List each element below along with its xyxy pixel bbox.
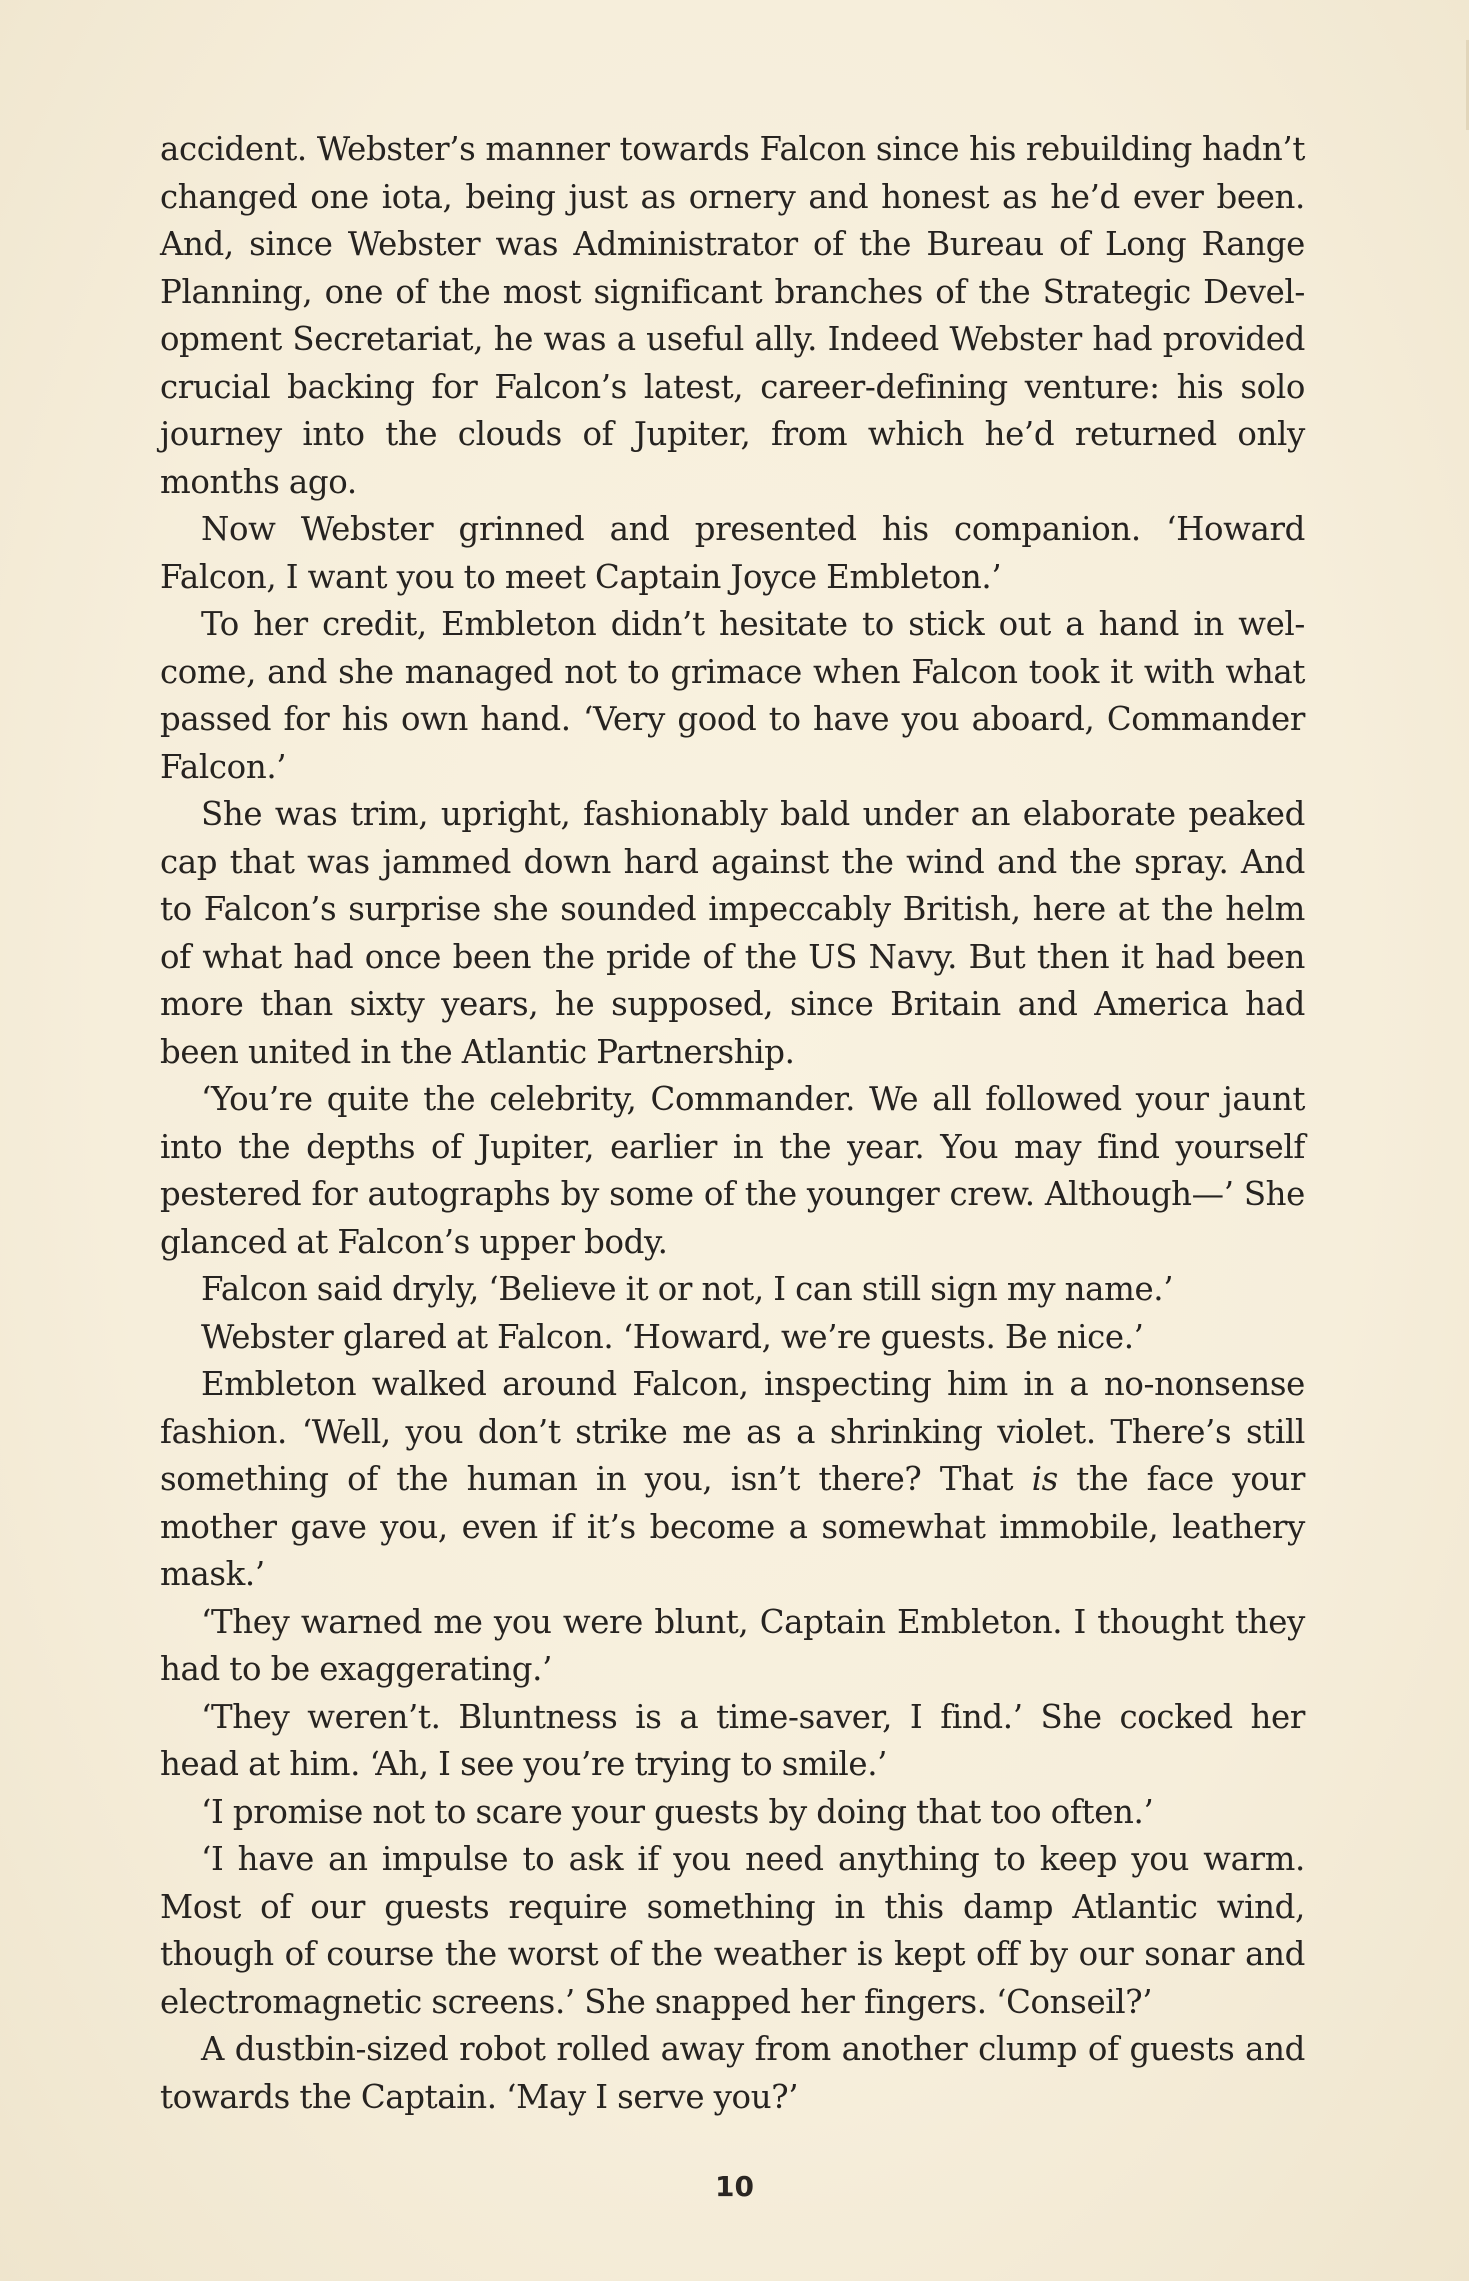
- paragraph-8-before: Embleton walked around Falcon, inspecting him in a no-nonsense fashion. ‘Well, you don’t strike me as a shrinking violet. There’s still something of the human in you, isn’t there? That: [160, 1365, 1305, 1498]
- page-number: 10: [715, 2170, 754, 2203]
- paragraph-5: ‘You’re quite the celebrity, Commander. We all followed your jaunt into the depths of Jupiter, earlier in the year. You may find yourself pestered for autographs by some of the younger crew. Although—’ She glanced at Falcon’s upper body.: [160, 1080, 1305, 1261]
- paragraph-11: ‘I promise not to scare your guests by doing that too often.’: [201, 1792, 1154, 1831]
- paragraph-4: She was trim, upright, fashionably bald under an elaborate peaked cap that was jammed down hard against the wind and the spray. And to Falcon’s surprise she sounded impeccably British, here at the helm of what had once been the pride of the US Navy. But then it had been more than sixty years, he supposed, since Britain and America had been united in the Atlantic Partnership.: [160, 795, 1305, 1071]
- paragraph-8-emphasis: is: [1031, 1460, 1058, 1498]
- paragraph-7: Webster glared at Falcon. ‘Howard, we’re guests. Be nice.’: [201, 1317, 1144, 1356]
- paragraph-8-after: the face your mother gave you, even if it’s become a somewhat immobile, leathery mask.’: [160, 1460, 1305, 1593]
- paragraph-10: ‘They weren’t. Bluntness is a time-saver, I find.’ She cocked her head at him. ‘Ah, I see you’re trying to smile.’: [160, 1697, 1305, 1783]
- paragraph-12: ‘I have an impulse to ask if you need anything to keep you warm. Most of our guests require something in this damp Atlantic wind, though of course the worst of the weather is kept off by our sonar and electromagnetic screens.’ She snapped her fingers. ‘Conseil?’: [160, 1840, 1305, 2021]
- paragraph-8: [160, 1361, 1305, 1599]
- paragraph-1: accident. Webster’s manner towards Falcon since his rebuilding hadn’t changed one iota, being just as ornery and honest as he’d ever been. And, since Webster was Administrator of the Bureau of Long Range Planning, one of the most significant branches of the Strategic Devel-opment Secretariat, he was a useful ally. Indeed Webster had provided crucial backing for Falcon’s latest, career-defining venture: his solo journey into the clouds of Jupiter, from which he’d returned only months ago.: [160, 130, 1305, 501]
- paragraph-13: A dustbin-sized robot rolled away from another clump of guests and towards the Captain. ‘May I serve you?’: [160, 2030, 1305, 2116]
- paragraph-9: ‘They warned me you were blunt, Captain Embleton. I thought they had to be exaggerating.’: [160, 1602, 1305, 1688]
- paragraph-2: Now Webster grinned and presented his companion. ‘Howard Falcon, I want you to meet Captain Joyce Embleton.’: [160, 510, 1305, 596]
- body-text: [160, 126, 1305, 2121]
- paragraph-6: Falcon said dryly, ‘Believe it or not, I can still sign my name.’: [201, 1270, 1174, 1308]
- paragraph-3: To her credit, Embleton didn’t hesitate to stick out a hand in wel-come, and she managed not to grimace when Falcon took it with what passed for his own hand. ‘Very good to have you aboard, Commander Falcon.’: [160, 605, 1305, 786]
